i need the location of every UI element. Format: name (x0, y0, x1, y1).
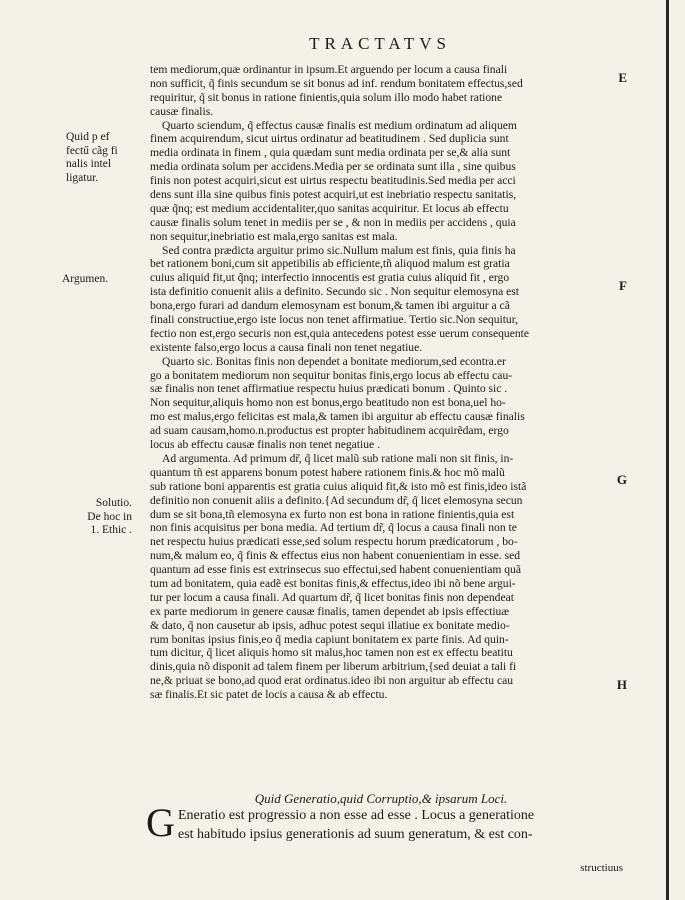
text-line: quantum ad esse finis est extrinsecus suo effectui,sed habent conuenientiam quã (150, 563, 521, 577)
section-heading: Quid Generatio,quid Corruptio,& ipsarum Loci. (254, 791, 508, 806)
text-line: tem mediorum,quæ ordinantur in ipsum.Et arguendo per locum a causa finali (150, 63, 508, 76)
text-line: media ordinata solum per accidens.Media per se ordinata sunt illa , sine quibus (150, 160, 516, 174)
text-line: existente falso,ergo locus a causa finali non tenet negatiue. (150, 340, 423, 354)
section-marker-f: F (619, 278, 627, 293)
text-line: Quarto sic. Bonitas finis non dependet a bonitate mediorum,sed econtra.er (162, 354, 506, 368)
margin-note-line: nalis intel (66, 158, 112, 170)
catchword: structiuus (580, 862, 623, 874)
main-text-block (150, 63, 612, 702)
text-line: requiritur, q̃ sit bonus in ratione finientis,quia solum illo modo habet ratione (150, 90, 503, 104)
margin-note-line: Solutio. (95, 497, 132, 509)
text-line: sæ finalis non tenet affirmatiue respectu huius prædicati bonum . Quinto sic . (150, 382, 508, 396)
text-line: mo est malus,ergo felicitas est mala,& tamen ibi arguitur ab effectu causæ finalis (150, 410, 525, 424)
text-line: Quarto sciendum, q̃ effectus causæ finalis est medium ordinatum ad aliquem (162, 118, 517, 132)
text-line: media ordinata in finem , quia quædam sunt media ordinata per se,& alia sunt (150, 146, 511, 160)
text-line: tum ad bonitatem, quia eadẽ est bonitas finis,& effectus,ideo ibi nõ bene argui- (150, 576, 516, 590)
text-line: causæ finalis. (150, 104, 214, 118)
text-line: bet rationem boni,cum sit appetibilis ab efficiente,tñ aliquod malum est gratia (150, 257, 510, 271)
text-line: locus ab effectu causæ finalis non tenet negatiue . (150, 438, 380, 452)
section-marker-g: G (616, 472, 627, 487)
margin-note-line: Quid p ef (66, 131, 110, 143)
text-line: fectio non est,ergo securis non est,quia antecedens potest esse uerum consequente (150, 326, 530, 340)
text-line: ex parte mediorum in genere causæ finalis, tamen dependet ab ipsis effectiuæ (150, 604, 510, 618)
section-text-line: est habitudo ipsius generationis ad suum generatum, & est con- (178, 827, 533, 842)
running-header: TRACTATVS (309, 34, 451, 53)
text-line: quantum tñ est apparens bonum potest habere rationem finis.& hoc mõ malũ (150, 465, 505, 479)
section-marker-h: H (616, 677, 627, 692)
text-line: bona,ergo furari ad dandum elemosynam est bonum,& tamen ibi arguitur a cã (150, 299, 510, 313)
text-line: Ad argumenta. Ad primum dr̃, q̃ licet malũ sub ratione mali non sit finis, in- (162, 451, 514, 465)
text-line: cuius aliquid fit,ut q̃nq; interfectio innocentis est gratia cuius aliquid fit , ergo (150, 271, 510, 285)
text-line: dinis,quia nõ disponit ad talem finem per liberum arbitrium,{sed deuiat a tali fi (150, 660, 517, 674)
margin-note-line: ligatur. (66, 171, 99, 184)
text-line: finis non potest acquiri,sicut est uirtus respectu beatitudinis.Sed media per acci (150, 174, 516, 188)
text-line: sæ finalis.Et sic patet de locis a causa & ab effectu. (150, 688, 388, 702)
section-text-line: Eneratio est progressio a non esse ad esse . Locus a generatione (178, 808, 535, 823)
text-line: ad suam causam,homo.n.productus est propter habitudinem acquirẽdam, ergo (150, 424, 509, 438)
margin-note-solutio (64, 497, 132, 538)
section-marker-e: E (618, 70, 627, 85)
text-line: definitio non conuenit aliis a definito.{Ad secundum dr̃, q̃ licet elemosyna secun (150, 493, 523, 507)
text-line: quæ q̃nq; est medium accidentaliter,quo sanitas acquiritur. Et locus ab effectu (150, 201, 509, 215)
margin-note-line: De hoc in (87, 510, 132, 523)
text-line: causæ finalis solum tenet in mediis per se , & non in mediis per accidens , quia (150, 215, 516, 229)
text-line: Sed contra prædicta arguitur primo sic.Nullum malum est finis, quia finis ha (162, 243, 516, 257)
text-line: dum se sit bona,tñ elemosyna ex furto non est bona in ratione finientis,quia est (150, 507, 515, 521)
text-line: & dato, q̃ non causetur ab ipsis, adhuc potest sequi illatiue ex bonitate medio- (150, 618, 510, 632)
text-line: Non sequitur,aliquis homo non est bonus,ergo beatitudo non est bona,uel ho- (150, 396, 506, 410)
text-line: net respectu huius prædicati esse,sed solum respectu horum prædicatorum , bo- (150, 535, 518, 549)
text-line: non sequitur,inebriatio est mala,ergo sanitas est mala. (150, 229, 398, 243)
text-line: finem acquirendum, sicut uirtus ordinatur ad beatitudinem . Sed duplicia sunt (150, 132, 509, 146)
margin-note-argumen: Argumen. (62, 273, 109, 285)
margin-note-quid (66, 131, 118, 185)
text-line: go a bonitatem mediorum non sequitur bonitas finis,ergo locus ab effectu cau- (150, 368, 513, 382)
margin-note-line: 1. Ethic . (90, 524, 132, 536)
text-line: sub ratione boni apparentis est gratia cuius aliquid fit,& isto mõ est finis,ideo istã (150, 479, 527, 493)
drop-capital: G (146, 800, 175, 845)
text-line: tum dicitur, q̃ licet aliquis homo sit malus,hoc tamen non est ex effectu beatitu (150, 646, 513, 660)
page-edge-shadow (666, 0, 669, 900)
text-line: dens sunt illa sine quibus finis potest acquiri,ut est inebriatio respectu sanitatis, (150, 188, 517, 202)
text-line: ista definitio conuenit aliis a definito. Secundo sic . Non sequitur elemosyna est (150, 285, 519, 299)
text-line: ne,& priuat se bono,ad quod erat ordinatus.ideo ibi non arguitur ab effectu cau (150, 674, 514, 688)
text-line: tur per locum a causa finali. Ad quartum dr̃, q̃ licet bonitas finis non dependeat (150, 590, 514, 604)
text-line: num,& malum eo, q̃ finis & effectus eius non habent conuenientiam in esse. sed (150, 549, 521, 563)
margin-note-line: fectű cãg fi (66, 144, 118, 157)
text-line: finali constructiue,ergo iste locus non tenet affirmatiue. Tertio sic.Non sequitur, (150, 313, 519, 327)
text-line: rum bonitas ipsius finis,eo q̃ media capiunt bonitatem ex parte finis. Ad quin- (150, 632, 509, 646)
text-line: non sufficit, q̃ finis secundum se sit bonus ad inf. rendum bonitatem effectus,sed (150, 76, 523, 90)
text-line: non finis acquisitus per bona media. Ad tertium dr̃, q̃ locus a causa finali non te (150, 521, 517, 535)
